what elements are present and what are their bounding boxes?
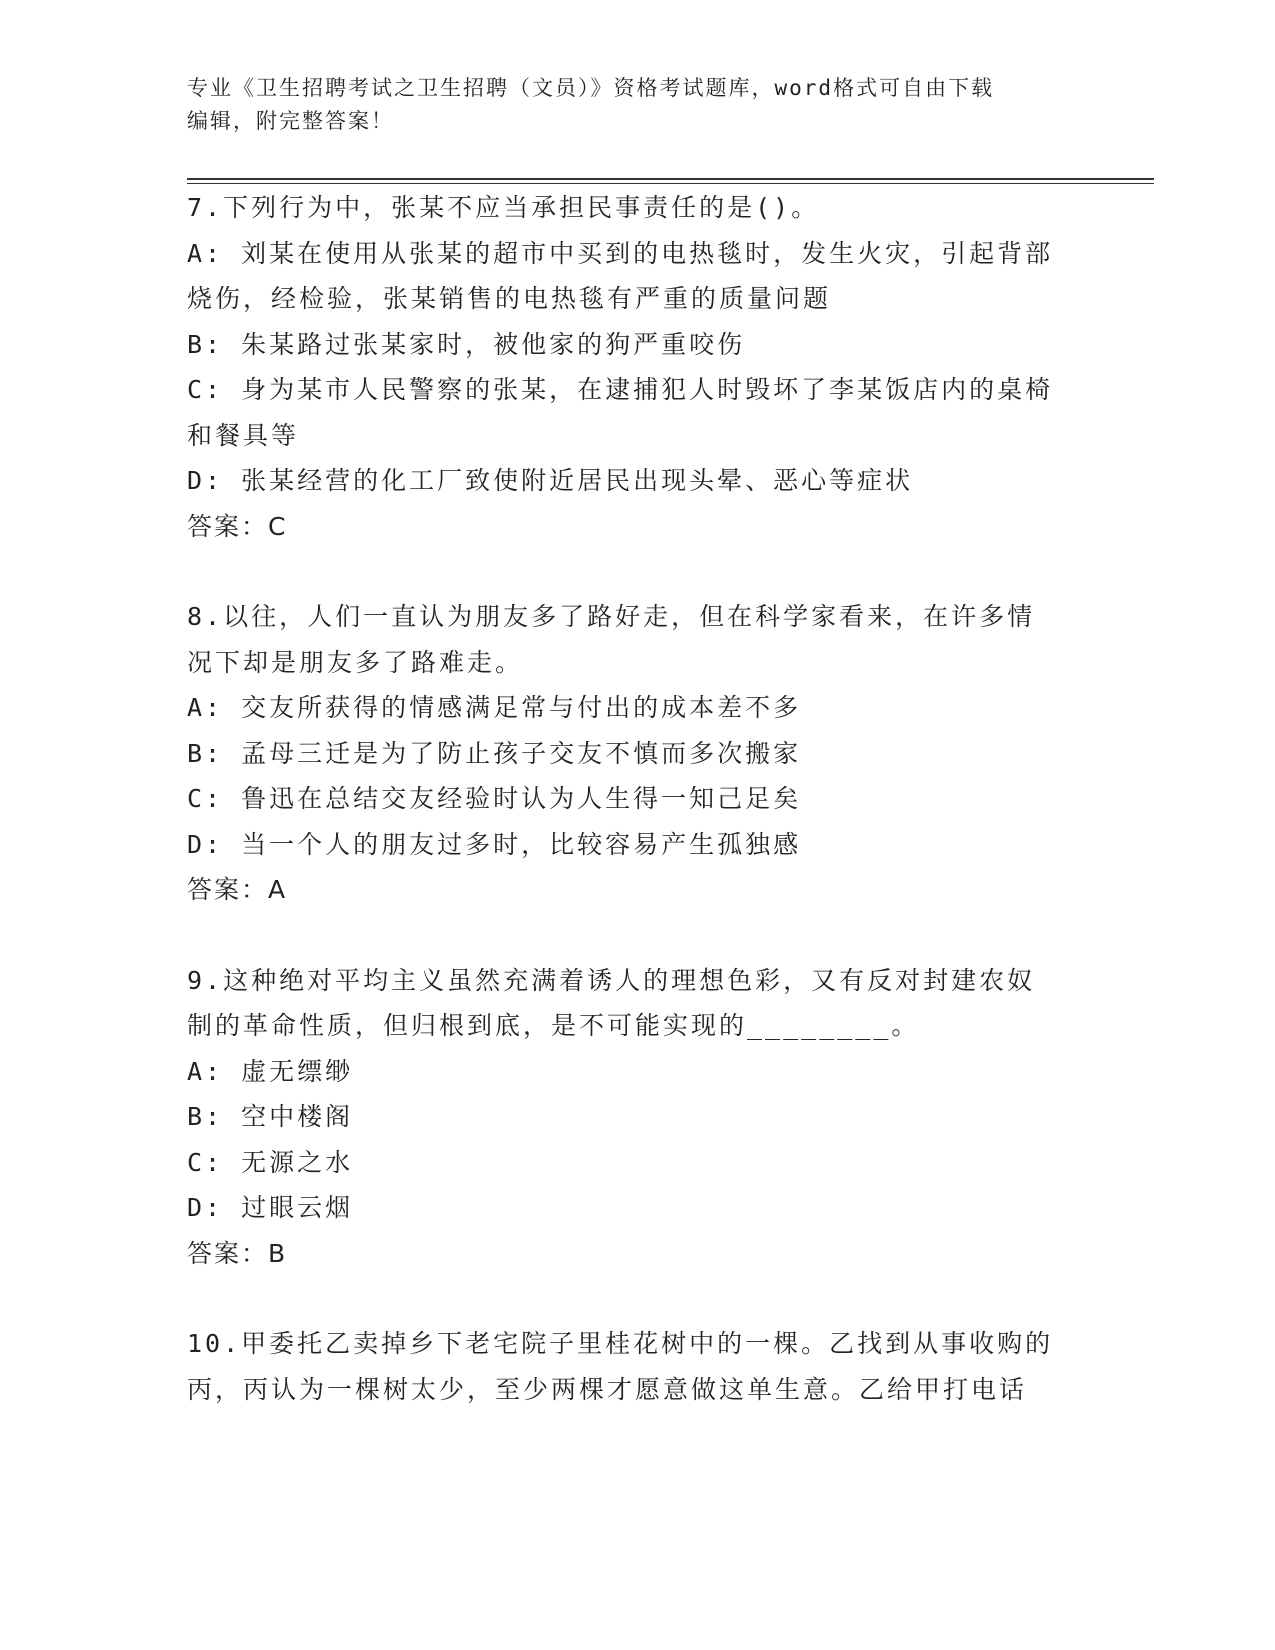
answer: 答案：A	[187, 875, 288, 904]
option-a: A: 虚无缥缈	[187, 1056, 354, 1086]
option-c: C: 无源之水	[187, 1147, 354, 1177]
question-stem-continued: 丙，丙认为一棵树太少，至少两棵才愿意做这单生意。乙给甲打电话	[187, 1374, 1028, 1404]
option-d: D: 过眼云烟	[187, 1193, 354, 1222]
question-stem: 9.这种绝对平均主义虽然充满着诱人的理想色彩，又有反对封建农奴	[187, 965, 1036, 995]
question-stem: 7.下列行为中，张某不应当承担民事责任的是()。	[187, 193, 820, 222]
option-a-continued: 烧伤，经检验，张某销售的电热毯有严重的质量问题	[187, 284, 832, 313]
header-line-2: 编辑，附完整答案！	[187, 109, 394, 133]
option-d: D: 当一个人的朋友过多时，比较容易产生孤独感	[187, 829, 802, 859]
document-header	[187, 72, 1087, 138]
option-c: C: 身为某市人民警察的张某，在逮捕犯人时毁坏了李某饭店内的桌椅	[187, 375, 1054, 404]
question-stem-continued: 制的革命性质，但归根到底，是不可能实现的________。	[187, 1011, 920, 1040]
answer: 答案：B	[187, 1238, 288, 1268]
option-b: B: 朱某路过张某家时，被他家的狗严重咬伤	[187, 329, 746, 359]
option-d: D: 张某经营的化工厂致使附近居民出现头晕、恶心等症状	[187, 466, 914, 495]
header-divider-thick	[187, 178, 1154, 180]
question-stem: 8.以往，人们一直认为朋友多了路好走，但在科学家看来，在许多情	[187, 602, 1036, 631]
question-9	[187, 958, 1087, 1277]
option-c-continued: 和餐具等	[187, 420, 300, 450]
option-c: C: 鲁迅在总结交友经验时认为人生得一知己足矣	[187, 784, 802, 813]
question-list	[187, 185, 1087, 1412]
option-b: B: 孟母三迁是为了防止孩子交友不慎而多次搬家	[187, 738, 802, 768]
question-8	[187, 594, 1087, 913]
question-10	[187, 1321, 1087, 1412]
question-stem-continued: 况下却是朋友多了路难走。	[187, 647, 524, 677]
answer: 答案：C	[187, 511, 288, 541]
question-stem: 10.甲委托乙卖掉乡下老宅院子里桂花树中的一棵。乙找到从事收购的	[187, 1329, 1054, 1358]
option-b: B: 空中楼阁	[187, 1102, 354, 1131]
option-a: A: 交友所获得的情感满足常与付出的成本差不多	[187, 693, 802, 722]
option-a: A: 刘某在使用从张某的超市中买到的电热毯时，发生火灾，引起背部	[187, 238, 1054, 268]
header-divider-thin	[187, 183, 1154, 184]
header-line-1: 专业《卫生招聘考试之卫生招聘（文员）》资格考试题库，word格式可自由下载	[187, 76, 995, 100]
question-7	[187, 185, 1087, 549]
